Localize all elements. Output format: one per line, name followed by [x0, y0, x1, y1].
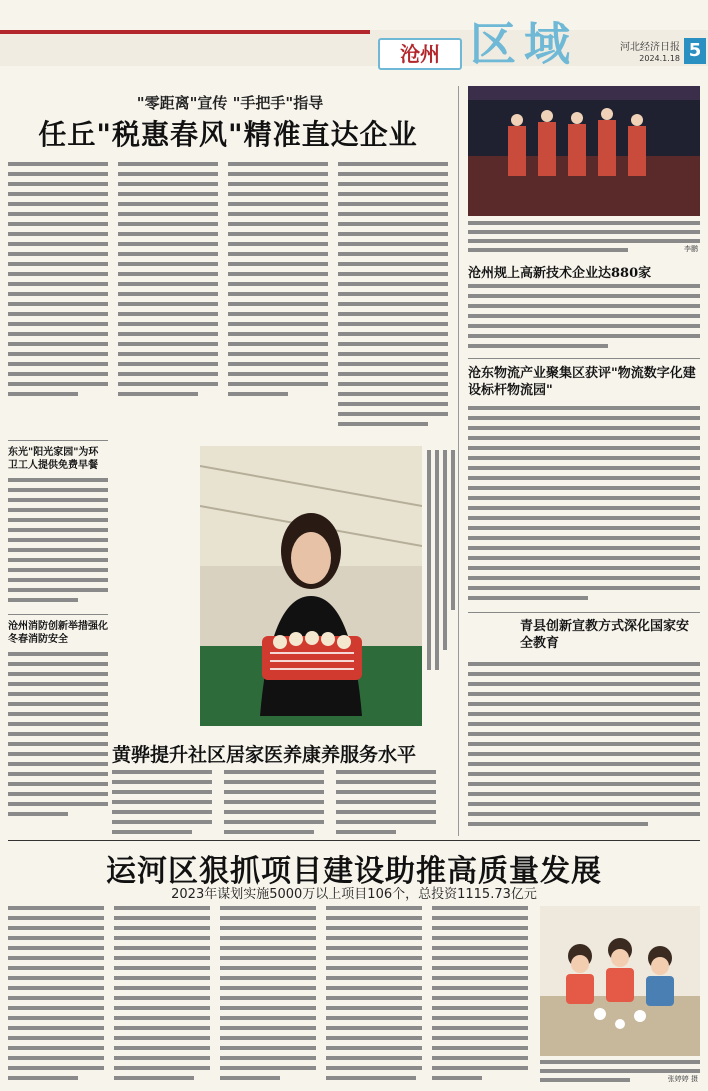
- left-brief-2-body: [8, 650, 108, 830]
- lead-body-col-1: [8, 160, 108, 410]
- side-story-2-body: [468, 404, 700, 604]
- left-brief-2-title: 沧州消防创新举措强化冬春消防安全: [8, 621, 108, 645]
- photo-bottom-right-caption: [540, 1058, 700, 1086]
- text-lines: [228, 162, 328, 396]
- lead-headline: 任丘"税惠春风"精准直达企业: [38, 118, 418, 151]
- text-lines: [338, 162, 448, 426]
- photo-center-caption: [425, 450, 455, 670]
- photo-bottom-right: [540, 906, 700, 1056]
- bottom-story-headline: 运河区狠抓项目建设助推高质量发展: [106, 854, 602, 889]
- text-lines: [118, 162, 218, 396]
- text-block: [8, 476, 108, 616]
- photo-credit: 李鹏: [684, 245, 698, 253]
- lead-body-col-2: [118, 160, 218, 410]
- page-number: 5: [684, 38, 706, 64]
- strawberry-photo: [200, 446, 422, 726]
- paper-name: 河北经济日报: [620, 42, 680, 53]
- masthead: [0, 0, 708, 86]
- text-block: [112, 768, 452, 836]
- column-divider: [458, 86, 459, 836]
- text-block: [338, 160, 448, 440]
- section-chip: 沧州: [378, 38, 462, 70]
- side-story-1-body: [468, 282, 700, 352]
- lead-body-col-4: [338, 160, 448, 440]
- text-block: [8, 650, 108, 830]
- text-block: [468, 404, 700, 604]
- text-block: [118, 160, 218, 410]
- text-block: [8, 904, 528, 1084]
- photo-top-right: [468, 86, 700, 216]
- bottom-story-body: [8, 904, 528, 1084]
- photo-credit: 张婷婷 摄: [667, 1075, 698, 1083]
- photo-top-right-caption: [468, 218, 700, 254]
- caption-lines: [425, 450, 455, 670]
- text-block: [468, 282, 700, 352]
- text-block: [228, 160, 328, 410]
- lead-kicker: "零距离"宣传 "手把手"指导: [136, 94, 324, 112]
- side-story-1-title: 沧州规上高新技术企业达880家: [468, 266, 652, 281]
- mid-story-headline: 黄骅提升社区居家医养康养服务水平: [112, 744, 417, 766]
- side-story-2-title: 沧东物流产业聚集区获评"物流数字化建设标杆物流园": [468, 366, 696, 398]
- mid-story-body: [112, 768, 452, 836]
- column-logo: 区域: [470, 17, 578, 71]
- caption-lines: [468, 218, 700, 254]
- left-brief-1-body: [8, 476, 108, 616]
- masthead-rule: [0, 30, 370, 34]
- children-photo: [540, 906, 700, 1056]
- divider: [8, 840, 700, 841]
- divider: [8, 440, 108, 441]
- side-story-3-title: 青县创新宣教方式深化国家安全教育: [520, 619, 690, 651]
- issue-date: 2024.1.18: [639, 54, 680, 63]
- divider: [468, 358, 700, 359]
- photo-center: [200, 446, 422, 726]
- divider: [468, 612, 700, 613]
- bottom-story-subhead: 2023年谋划实施5000万以上项目106个，总投资1115.73亿元: [171, 887, 537, 902]
- left-brief-1-title: 东光"阳光家园"为环卫工人提供免费早餐: [8, 447, 99, 471]
- divider: [8, 614, 108, 615]
- lead-body-col-3: [228, 160, 328, 410]
- text-block: [8, 160, 108, 410]
- text-lines: [8, 162, 108, 396]
- performance-photo: [468, 86, 700, 216]
